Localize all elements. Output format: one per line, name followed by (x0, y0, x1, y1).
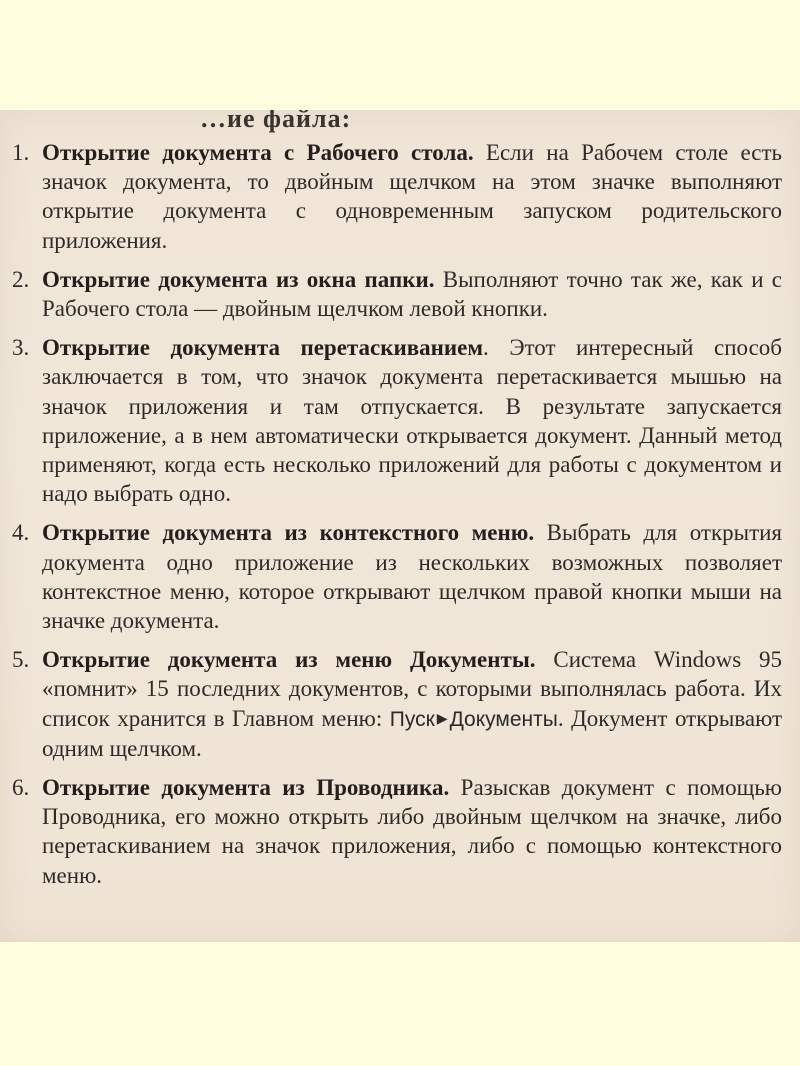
list-item (0, 518, 800, 635)
item-heading: Открытие документа из окна папки. (42, 266, 435, 292)
menu-path-start: Пуск (389, 707, 435, 731)
item-heading: Открытие документа с Рабочего стола. (42, 140, 474, 165)
item-text: Выбрать для открытия документа одно приложение из нескольких возможных позволяет контекстное меню, которое открывают щелчком правой кнопки мыши на значке документа. (42, 520, 783, 634)
menu-path-documents: Документы (449, 707, 558, 731)
item-text-after: . Документ открывают одним щелчком. (42, 705, 783, 761)
item-heading: Открытие документа перетаскиванием (42, 335, 484, 361)
item-heading: Открытие документа из Проводника. (42, 775, 450, 801)
list-item (0, 138, 800, 255)
cut-off-heading: …ие файла: (200, 110, 352, 133)
list-item (0, 333, 800, 508)
list-item (0, 773, 800, 890)
item-text: Разыскав документ с помощью Проводника, его можно открыть либо двойным щелчком на значке, либо перетаскиванием на значок приложения, либо с помощью контекстного меню. (42, 775, 782, 888)
item-number: 1. (12, 140, 30, 165)
list-item (0, 645, 800, 763)
item-text: Система Windows 95 «помнит» 15 последних документов, с которыми выполнялась работа. Их список хранится в Главном меню: (42, 647, 783, 731)
item-number: 4. (12, 520, 30, 546)
item-text: Выполняют точно так же, как и с Рабочего стола — двойным щелчком левой кнопки. (42, 266, 782, 322)
item-number: 6. (12, 775, 30, 801)
item-number: 3. (12, 335, 30, 361)
item-text: Если на Рабочем столе есть значок документа, то двойным щелчком на этом значке выполняют открытие документа с одновременным запуском родительского приложения. (42, 140, 783, 253)
scanned-page (0, 110, 800, 942)
triangle-right-icon: ▶ (436, 711, 448, 727)
item-heading: Открытие документа из контекстного меню. (42, 520, 535, 546)
item-text: . Этот интересный способ заключается в том, что значок документа перетаскивается мышью на значок приложения и там отпускается. В результате запускается приложение, а в нем автоматически открывается документ. Данный метод применяют, когда есть несколько приложений для работы с документом и надо выбрать одно. (42, 335, 782, 507)
item-number: 2. (12, 266, 30, 292)
list-item (0, 265, 800, 323)
item-heading: Открытие документа из меню Документы. (42, 647, 536, 673)
item-number: 5. (12, 647, 30, 673)
numbered-list (0, 138, 800, 900)
